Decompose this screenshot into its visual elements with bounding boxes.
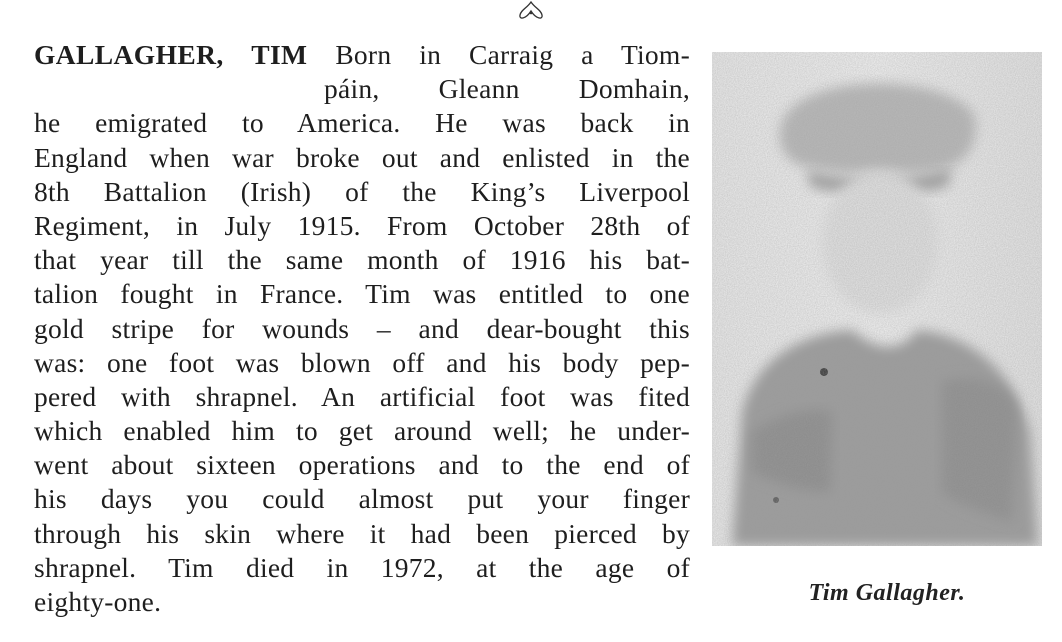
article-line: that year till the same month of 1916 his bat- (34, 244, 690, 276)
article-line: gold stripe for wounds – and dear-bought this (34, 312, 690, 344)
article-line-text: Born in Carraig a Tiom- (335, 39, 690, 70)
article-line: Regiment, in July 1915. From October 28th of (34, 209, 690, 241)
person-name: GALLAGHER, TIM (34, 39, 308, 70)
article-line: he emigrated to America. He was back in (34, 107, 690, 139)
portrait-photo (712, 52, 1042, 546)
article-line: which enabled him to get around well; he under- (34, 415, 690, 447)
article-line: eighty-one. (34, 586, 162, 617)
article-line: pered with shrapnel. An artificial foot was fited (34, 380, 690, 412)
obituary-article (34, 38, 690, 619)
article-line (34, 38, 690, 72)
article-line: his days you could almost put your finger (34, 483, 690, 515)
article-line: 8th Battalion (Irish) of the King’s Liverpool (34, 175, 690, 207)
article-line: páin, Gleann Domhain, (324, 73, 690, 105)
article-line: talion fought in France. Tim was entitled to one (34, 278, 690, 310)
article-line: was: one foot was blown off and his body pep- (34, 346, 690, 378)
article-line: through his skin where it had been pierced by (34, 517, 690, 549)
ornament-icon (516, 0, 546, 22)
photo-caption: Tim Gallagher. (808, 580, 966, 606)
article-line: shrapnel. Tim died in 1972, at the age of (34, 551, 690, 583)
article-line: went about sixteen operations and to the end of (34, 449, 690, 481)
portrait-image (712, 52, 1042, 546)
article-line: England when war broke out and enlisted in the (34, 141, 690, 173)
